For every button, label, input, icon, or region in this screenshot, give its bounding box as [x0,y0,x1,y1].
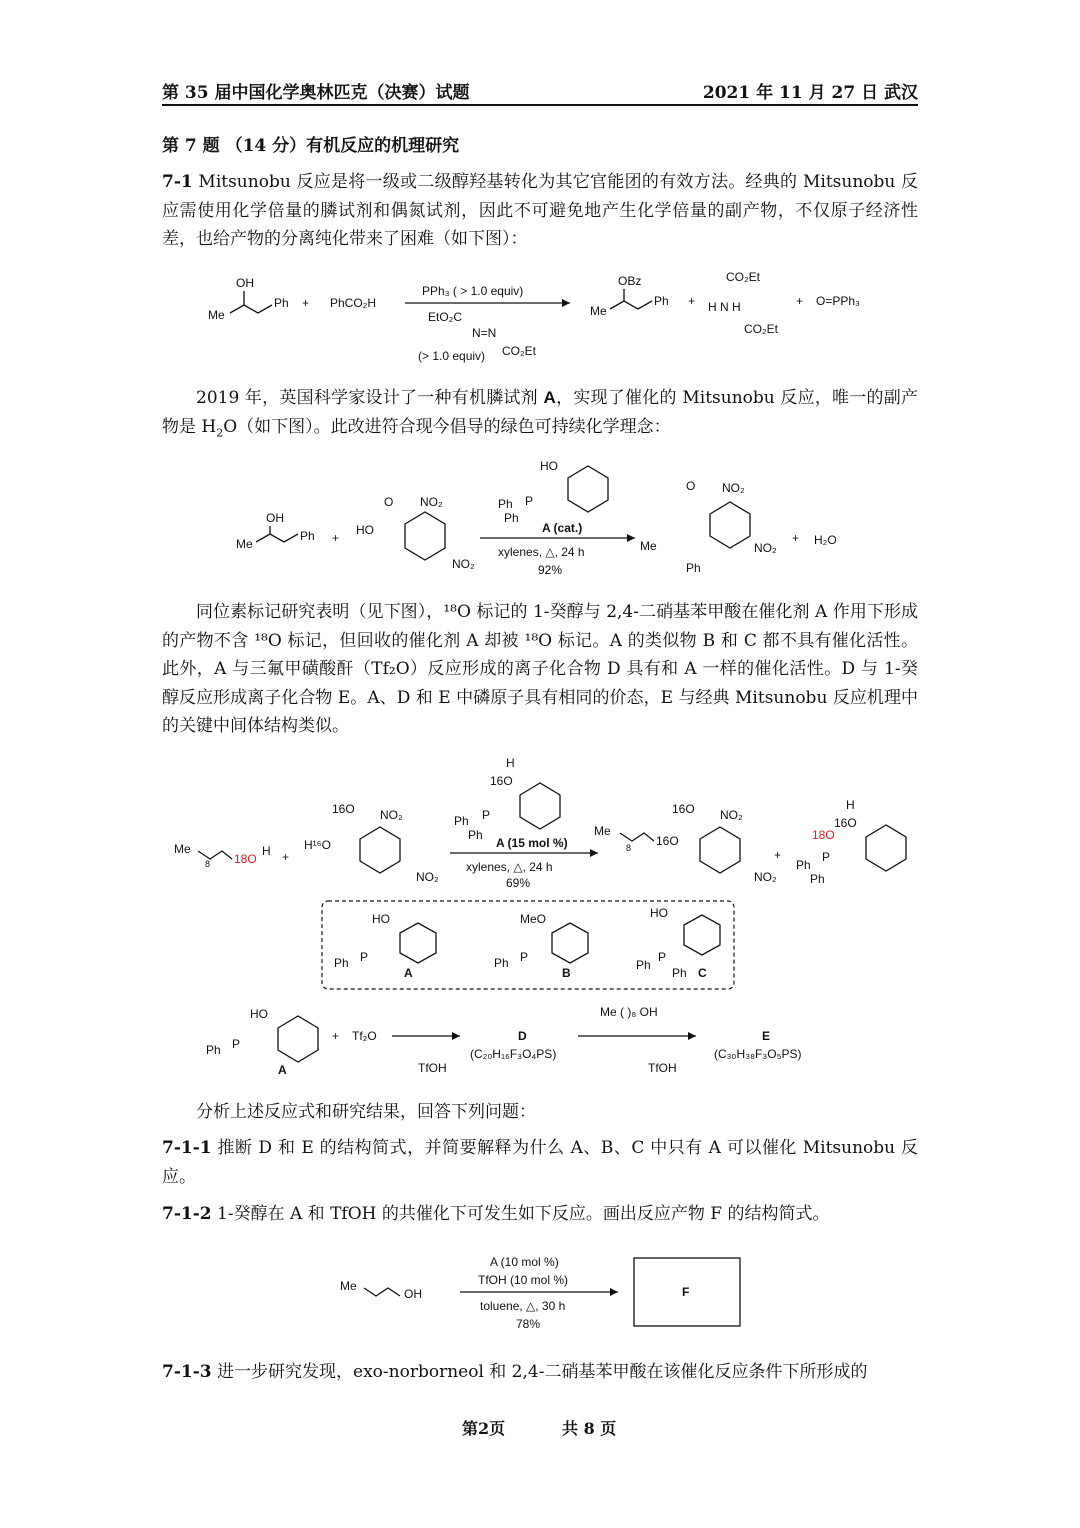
box-a-p: P [360,950,369,964]
scheme-catalytic-mitsunobu [230,450,870,580]
s1-me: Me [208,308,225,322]
s1-hyd-bot: CO₂Et [744,322,778,336]
s2-cat-label: A (cat.) [542,521,583,535]
box-label-b: B [562,966,571,980]
s2-arrowhead [627,534,635,542]
s3-acid-benzene [360,827,400,873]
s5-arrowhead [610,1288,618,1296]
s3-cat-ph1: Ph [454,814,469,828]
scheme-classic-mitsunobu [200,265,900,370]
s1-dead-right: CO₂Et [502,344,536,358]
s3-prod-benzene [700,827,740,873]
s2-no2-bottom: NO₂ [452,557,475,571]
s2-ph: Ph [300,529,315,543]
s4-a-label: A [278,1063,287,1077]
s5-cat1: A (10 mol %) [490,1255,559,1269]
s1-dead-n: N=N [472,326,497,340]
text-2019-c: O（如下图）。此改进符合现今倡导的绿色可持续化学理念： [223,416,671,437]
s3-cat-label: A (15 mol %) [496,836,568,850]
box-a-ph: Ph [334,956,349,970]
s2-oh: OH [266,511,284,525]
s1-cond-bottom: (> 1.0 equiv) [418,349,486,363]
s4-tfoh2: TfOH [648,1061,677,1075]
header-rule [162,104,918,106]
s4-plus: + [332,1029,340,1043]
s3-rec-ph2: Ph [810,872,825,886]
s3-prod-no2-top: NO₂ [720,808,743,822]
question-7-1-1 [162,1134,918,1191]
s4-tf2o: Tf₂O [352,1029,377,1043]
box-c-ph: Ph [636,958,651,972]
box-a-ho: HO [372,912,390,926]
box-b-ph: Ph [494,956,509,970]
text-7-1: Mitsunobu 反应是将一级或二级醇羟基转化为其它官能团的有效方法。经典的 Mitsunobu 反应需使用化学倍量的膦试剂和偶氮试剂，因此不可避免地产生化学倍量的副产物，不仅原子经济性差，也给产物的分离纯化带来了困难（如下图）： [162,172,919,249]
box-c-p: P [658,950,667,964]
s1-chain [230,305,272,313]
s2-cat-ph2: Ph [504,511,519,525]
s2-cat-benzene [568,466,608,512]
s3-yield: 69% [506,876,531,890]
s4-arrowhead2 [688,1032,696,1040]
s1-hyd-mid: H N H [708,300,741,314]
question-7-1-2 [162,1200,918,1229]
s2-water: H₂O [814,533,837,547]
s3-cond: xylenes, △, 24 h [466,860,553,874]
s1-product-chain [610,301,652,309]
text-7-1-1: 推断 D 和 E 的结构简式，并简要解释为什么 A、B、C 中只有 A 可以催化 Mitsunobu 反应。 [162,1138,918,1187]
s5-oh: OH [404,1287,422,1301]
s3-acid-no2-top: NO₂ [380,808,403,822]
s2-prod-o: O [686,479,696,493]
s4-arrowhead1 [452,1032,460,1040]
scheme-isotope-labeling [170,755,920,995]
s1-product-me: Me [590,304,607,318]
box-c-ph2: Ph [672,966,687,980]
s3-prod-o16-top: 16O [672,802,695,816]
s3-rec-ph1: Ph [796,858,811,872]
s1-byproduct: O=PPh₃ [816,294,860,308]
question-title: 第 7 题 （14 分）有机反应的机理研究 [162,136,460,156]
s3-cat-benzene [520,783,560,829]
s4-d: D [518,1029,527,1043]
s2-benzene [405,512,445,560]
box-label-c: C [698,966,707,980]
s5-chain [364,1288,400,1296]
text-7-1-3: 进一步研究发现，exo-norborneol 和 2,4-二硝基苯甲酸在该催化反应条件下所形成的 [217,1362,868,1382]
footer-page: 第2页 [462,1419,506,1438]
paragraph-2019 [162,384,918,447]
paragraph-7-1 [162,168,918,254]
s2-plus2: + [792,531,800,545]
s3-cat-p: P [482,808,491,822]
header-title: 第 35 届中国化学奥林匹克（决赛）试题 [162,83,470,103]
s3-o16-carbonyl: 16O [332,802,355,816]
s3-prod-chain [620,833,654,841]
s2-prod-me: Me [640,539,657,553]
s5-me: Me [340,1279,357,1293]
s3-acid-no2-bot: NO₂ [416,870,439,884]
s4-tfoh1: TfOH [418,1061,447,1075]
s2-cat-ho: HO [540,459,558,473]
s1-acid: PhCO₂H [330,296,377,310]
s3-chain [198,851,232,859]
s2-cat-ph: Ph [498,497,513,511]
compound-a-ref: A [543,388,556,407]
s3-o18: 18O [234,852,257,866]
s2-o: O [384,495,394,509]
s3-cat-h: H [506,756,515,770]
s2-prod-ph: Ph [686,561,701,575]
s4-a-ph: Ph [206,1043,221,1057]
label-7-1-3: 7-1-3 [162,1362,212,1382]
box-b-p: P [520,950,529,964]
s5-yield: 78% [516,1317,541,1331]
s3-me: Me [174,842,191,856]
paragraph-isotope: 同位素标记研究表明（见下图），¹⁸O 标记的 1-癸醇与 2,4-二硝基苯甲酸在催化剂 A 作用下形成的产物不含 ¹⁸O 标记，但回收的催化剂 A 却被 ¹⁸O 标记。A 的类似物 B 和 C 都不具有催化活性。此外，A 与三氟甲磺酸酐（Tf₂O）反应形成的离子化合物 D 具有和 A 一样的催化活性。D 与 1-癸醇反应形成离子化合物 E。A、D 和 E 中磷原子具有相同的价态，E 与经典 Mitsunobu 反应机理中的关键中间体结构类似。 [162,602,918,736]
s3-prod-me: Me [594,824,611,838]
s3-sub8: 8 [205,859,211,869]
s2-plus: + [332,531,340,545]
text-7-1-2: 1-癸醇在 A 和 TfOH 的共催化下可发生如下反应。画出反应产物 F 的结构简式。 [217,1204,830,1224]
s1-obz: OBz [618,274,642,288]
s3-rec-h: H [846,798,855,812]
s5-f-label: F [682,1285,690,1299]
box-c-benzene [684,915,720,955]
subscript-2: 2 [216,425,224,439]
s1-dead-left: EtO₂C [428,310,462,324]
s2-prod-no2-bot: NO₂ [754,541,777,555]
s3-prod-no2-bot: NO₂ [754,870,777,884]
s3-rec-o18: 18O [812,828,835,842]
s3-plus1: + [282,850,290,864]
s2-yield: 92% [538,563,563,577]
analysis-prompt: 分析上述反应式和研究结果，回答下列问题： [196,1102,536,1122]
label-7-1: 7-1 [162,172,193,192]
s2-cond: xylenes, △, 24 h [498,545,585,559]
box-b-meo: MeO [520,912,547,926]
s4-e: E [762,1029,771,1043]
s4-a-benzene [278,1016,318,1062]
box-a-benzene [400,923,436,963]
s1-cond-top: PPh₃ ( > 1.0 equiv) [422,284,524,298]
header-date: 2021 年 11 月 27 日 武汉 [702,83,918,103]
s1-ph: Ph [274,296,289,310]
box-label-a: A [404,966,413,980]
s2-cat-p: P [525,494,534,508]
s5-cat2: TfOH (10 mol %) [478,1273,569,1287]
s4-d-formula: (C₂₀H₁₆F₃O₄PS) [470,1047,557,1061]
label-7-1-2: 7-1-2 [162,1204,212,1224]
s2-ho: HO [356,523,374,537]
s3-rec-p: P [822,850,831,864]
s5-cond: toluene, △, 30 h [480,1299,566,1313]
s3-cat-o16: 16O [490,774,513,788]
s3-cat-ph2: Ph [468,828,483,842]
box-c-ho: HO [650,906,668,920]
s3-prod-sub8: 8 [626,843,632,853]
s2-no2-top: NO₂ [420,495,443,509]
s3-arrowhead [590,849,598,857]
s2-chain [256,534,298,542]
label-7-1-1: 7-1-1 [162,1138,212,1158]
scheme-f-formation [330,1248,750,1334]
s4-alc: Me ( )₈ OH [600,1005,658,1019]
s4-a-p: P [232,1037,241,1051]
s3-rec-o16: 16O [834,816,857,830]
s4-e-formula: (C₃₀H₃₈F₃O₅PS) [714,1047,802,1061]
s3-h16o: H¹⁶O [304,838,331,852]
box-b-benzene [552,923,588,963]
s1-oh: OH [236,276,254,290]
s3-plus2: + [774,848,782,862]
question-7-1-3 [162,1358,918,1387]
s2-prod-benzene [710,502,750,548]
s4-a-ho: HO [250,1007,268,1021]
s1-plus2: + [688,294,696,308]
s3-h: H [262,844,271,858]
footer-total: 共 8 页 [562,1419,617,1438]
text-2019-b: ，实现了催化的 Mitsunobu 反应，唯一的副产物是 H [162,388,918,437]
scheme-d-e-formation [200,1000,840,1084]
s3-rec-benzene [866,825,906,871]
s3-prod-o16: 16O [656,834,679,848]
s1-arrowhead [562,299,570,307]
s1-product-ph: Ph [654,294,669,308]
s1-hyd-top: CO₂Et [726,270,760,284]
s2-prod-no2-top: NO₂ [722,481,745,495]
text-2019-a: 2019 年，英国科学家设计了一种有机膦试剂 [196,388,544,408]
s1-plus1: + [302,296,310,310]
s1-plus3: + [796,294,804,308]
s2-me: Me [236,537,253,551]
